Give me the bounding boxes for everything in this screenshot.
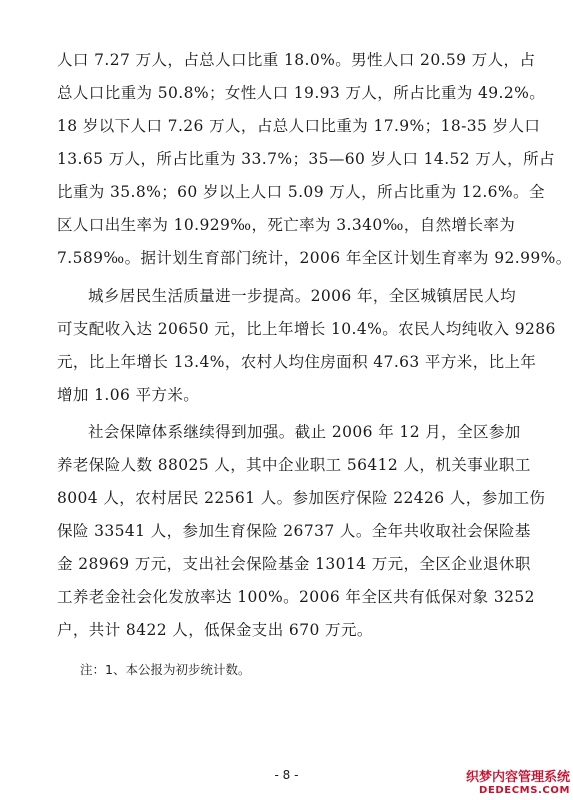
watermark-bottom-text: DEDECMS.COM	[479, 785, 570, 796]
text-line: 比重为 35.8%；60 岁以上人口 5.09 万人，所占比重为 12.6%。全	[57, 183, 545, 201]
text-line: 金 28969 万元，支出社会保险基金 13014 万元，全区企业退休职	[57, 555, 531, 573]
text-line: 户，共计 8422 人，低保金支出 670 万元。	[57, 621, 373, 639]
text-line: 区人口出生率为 10.929‰，死亡率为 3.340‰，自然增长率为	[57, 216, 516, 234]
text-line: 13.65 万人，所占比重为 33.7%；35—60 岁人口 14.52 万人，所占	[57, 150, 555, 168]
text-line: 可支配收入达 20650 元，比上年增长 10.4%。农民人均纯收入 9286	[57, 320, 556, 338]
text-line: 增加 1.06 平方米。	[57, 386, 200, 404]
text-line: 人口 7.27 万人，占总人口比重 18.0%。男性人口 20.59 万人，占	[57, 51, 536, 69]
text-line: 养老保险人数 88025 人，其中企业职工 56412 人，机关事业职工	[57, 456, 531, 474]
footnote: 注：1、本公报为初步统计数。	[80, 662, 251, 677]
text-line: 总人口比重为 50.8%；女性人口 19.93 万人，所占比重为 49.2%。	[57, 84, 546, 102]
page-number: - 8 -	[274, 768, 299, 782]
text-line: 保险 33541 人，参加生育保险 26737 人。全年共收取社会保险基	[57, 522, 531, 540]
text-line: 元，比上年增长 13.4%，农村人均住房面积 47.63 平方米，比上年	[57, 353, 537, 371]
text-line: 工养老金社会化发放率达 100%。2006 年全区共有低保对象 3252	[57, 588, 535, 606]
watermark-logo	[466, 771, 570, 796]
watermark-top-text: 织梦内容管理系统	[465, 769, 570, 785]
text-line: 18 岁以下人口 7.26 万人，占总人口比重为 17.9%；18-35 岁人口	[57, 117, 541, 135]
paragraph-start-line: 社会保障体系继续得到加强。截止 2006 年 12 月，全区参加	[88, 423, 521, 441]
text-line: 7.589‰。据计划生育部门统计，2006 年全区计划生育率为 92.99%。	[57, 249, 572, 267]
paragraph-start-line: 城乡居民生活质量进一步提高。2006 年，全区城镇居民人均	[88, 287, 516, 305]
text-line: 8004 人，农村居民 22561 人。参加医疗保险 22426 人，参加工伤	[57, 489, 546, 507]
